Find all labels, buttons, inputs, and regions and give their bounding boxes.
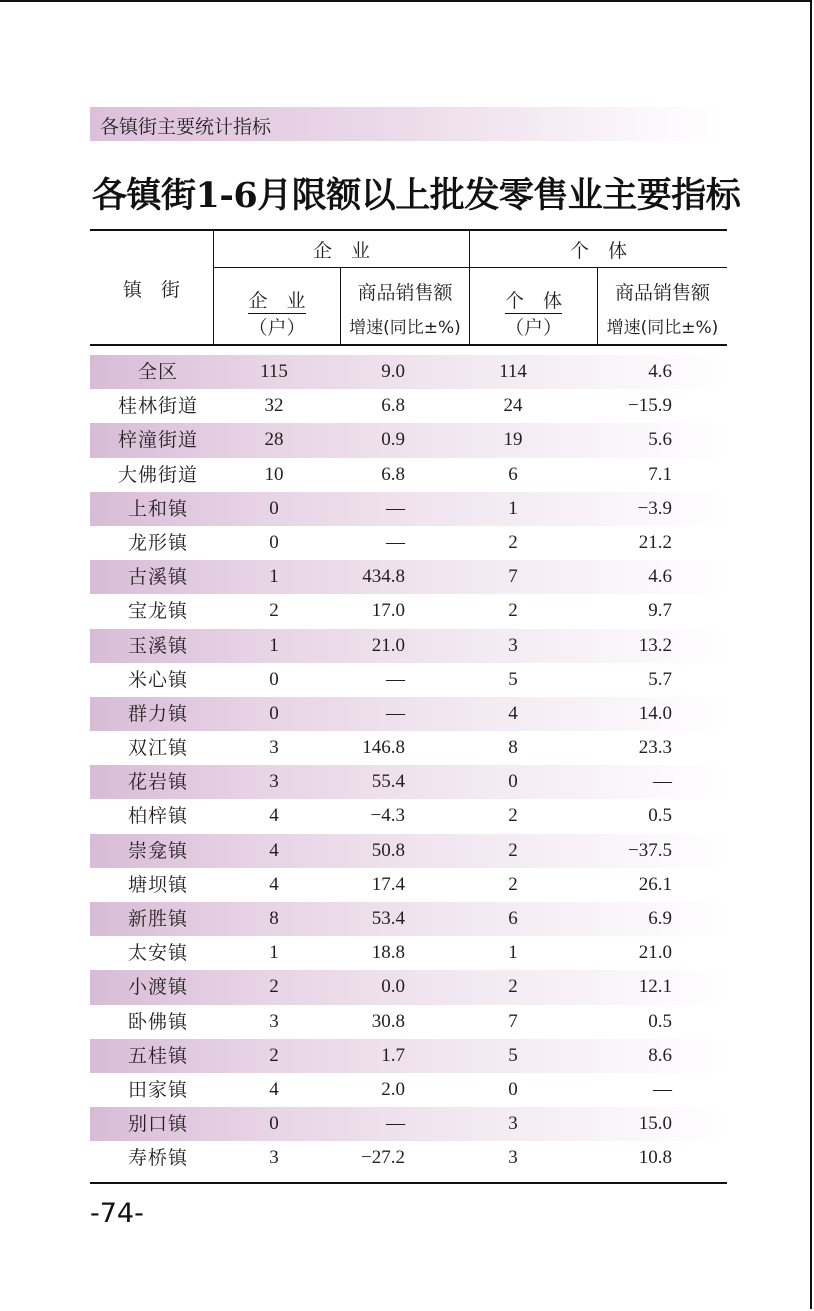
table-row xyxy=(90,355,727,389)
enterprise-count-cell: 3 xyxy=(269,737,279,759)
individual-count-cell: 6 xyxy=(508,463,518,485)
town-name-cell: 别口镇 xyxy=(127,1113,188,1136)
enterprise-growth-cell: 1.7 xyxy=(381,1044,405,1066)
enterprise-growth-cell: 55.4 xyxy=(371,771,405,793)
individual-growth-cell: 12.1 xyxy=(638,976,672,998)
town-name-cell: 大佛街道 xyxy=(117,463,198,486)
enterprise-count-cell: 3 xyxy=(269,1147,279,1169)
enterprise-count-cell: 0 xyxy=(269,668,279,690)
col-header-ent-growth: 商品销售额 xyxy=(357,282,453,304)
individual-growth-cell: −37.5 xyxy=(628,839,672,861)
individual-growth-cell: 4.6 xyxy=(648,361,672,382)
col-header-ent-growth-unit: 增速(同比±%) xyxy=(349,318,461,338)
town-name-cell: 米心镇 xyxy=(127,668,188,691)
town-name-cell: 古溪镇 xyxy=(127,566,188,589)
individual-growth-cell: 7.1 xyxy=(648,463,672,485)
enterprise-growth-cell: 53.4 xyxy=(371,908,405,929)
table-title: 各镇街1-6月限额以上批发零售业主要指标 xyxy=(92,175,741,216)
individual-count-cell: 5 xyxy=(508,1044,518,1066)
individual-count-cell: 3 xyxy=(508,634,518,656)
enterprise-count-cell: 4 xyxy=(269,1078,279,1100)
town-name-cell: 寿桥镇 xyxy=(127,1147,188,1170)
enterprise-growth-cell: 6.8 xyxy=(381,463,405,485)
town-name-cell: 小渡镇 xyxy=(127,976,188,999)
table-row xyxy=(90,423,727,457)
table-row xyxy=(90,970,727,1004)
enterprise-count-cell: 8 xyxy=(269,908,279,929)
town-name-cell: 桂林街道 xyxy=(117,395,198,418)
individual-count-cell: 2 xyxy=(508,976,518,998)
table-row xyxy=(90,936,727,970)
table-row xyxy=(90,629,727,663)
enterprise-count-cell: 0 xyxy=(269,531,279,553)
individual-growth-cell: 14.0 xyxy=(638,702,672,724)
col-header-ind-count xyxy=(470,286,597,313)
enterprise-growth-cell: 2.0 xyxy=(381,1078,405,1100)
col-header-ind-growth: 商品销售额 xyxy=(614,282,710,304)
enterprise-count-cell: 1 xyxy=(269,942,279,964)
enterprise-count-cell: 2 xyxy=(269,600,279,622)
enterprise-growth-cell: 9.0 xyxy=(381,361,405,382)
town-name-cell: 双江镇 xyxy=(127,737,188,760)
enterprise-growth-cell: 434.8 xyxy=(362,566,405,588)
enterprise-growth-cell: 18.8 xyxy=(371,942,405,964)
town-name-cell: 卧佛镇 xyxy=(127,1010,188,1033)
individual-count-cell: 8 xyxy=(508,737,518,759)
individual-growth-cell: −15.9 xyxy=(628,395,672,417)
individual-count-cell: 6 xyxy=(508,908,518,929)
individual-growth-cell: 10.8 xyxy=(638,1147,672,1169)
town-name-cell: 五桂镇 xyxy=(127,1044,188,1067)
enterprise-growth-cell: 146.8 xyxy=(362,737,405,759)
individual-growth-cell: 0.5 xyxy=(648,805,672,827)
enterprise-count-cell: 0 xyxy=(269,497,279,519)
individual-count-cell: 7 xyxy=(508,1010,518,1032)
table-row xyxy=(90,594,727,628)
individual-count-cell: 24 xyxy=(503,395,523,417)
enterprise-count-cell: 0 xyxy=(269,702,279,724)
town-name-cell: 塘坝镇 xyxy=(127,873,188,896)
individual-growth-cell: 23.3 xyxy=(638,737,672,759)
enterprise-growth-cell: — xyxy=(386,497,405,519)
individual-growth-cell: −3.9 xyxy=(637,497,672,519)
enterprise-growth-cell: 0.0 xyxy=(381,976,405,998)
enterprise-growth-cell: — xyxy=(386,702,405,724)
enterprise-growth-cell: 30.8 xyxy=(371,1010,405,1032)
enterprise-growth-cell: 0.9 xyxy=(381,429,405,451)
header-bottom-rule xyxy=(90,344,727,346)
individual-growth-cell: 13.2 xyxy=(638,634,672,656)
enterprise-growth-cell: 17.0 xyxy=(371,600,405,622)
enterprise-count-cell: 4 xyxy=(269,839,279,861)
town-name-cell: 龙形镇 xyxy=(127,531,188,554)
enterprise-count-cell: 2 xyxy=(269,976,279,998)
individual-growth-cell: 5.7 xyxy=(648,668,672,690)
individual-count-cell: 19 xyxy=(503,429,523,451)
enterprise-growth-cell: 17.4 xyxy=(371,873,405,895)
table-body xyxy=(90,355,727,1176)
individual-count-cell: 7 xyxy=(508,566,518,588)
group-header-rule xyxy=(213,267,727,268)
col-header-ind-growth-unit: 增速(同比±%) xyxy=(606,318,719,338)
col-header-ind-count-label: 个 体 xyxy=(504,290,562,312)
individual-growth-cell: 9.7 xyxy=(648,600,672,622)
table-bottom-rule xyxy=(90,1182,727,1184)
individual-growth-cell: 15.0 xyxy=(638,1113,672,1135)
individual-growth-cell: 0.5 xyxy=(648,1010,672,1032)
enterprise-count-cell: 1 xyxy=(269,566,279,588)
section-header-label: 各镇街主要统计指标 xyxy=(100,116,272,138)
group-header-enterprise: 企 业 xyxy=(312,240,370,262)
table-row xyxy=(90,458,727,492)
enterprise-count-cell: 28 xyxy=(264,429,284,451)
table-row xyxy=(90,868,727,902)
town-name-cell: 新胜镇 xyxy=(127,908,188,930)
individual-count-cell: 2 xyxy=(508,839,518,861)
enterprise-count-cell: 1 xyxy=(269,634,279,656)
individual-count-cell: 3 xyxy=(508,1147,518,1169)
individual-count-cell: 3 xyxy=(508,1113,518,1135)
enterprise-count-cell: 4 xyxy=(269,805,279,827)
enterprise-count-cell: 4 xyxy=(269,873,279,895)
col-header-ent-count xyxy=(214,286,340,313)
individual-count-cell: 1 xyxy=(508,497,518,519)
individual-count-cell: 0 xyxy=(508,771,518,793)
enterprise-growth-cell: — xyxy=(386,531,405,553)
table-row xyxy=(90,492,727,526)
town-name-cell: 全区 xyxy=(137,361,178,383)
table-row xyxy=(90,1073,727,1107)
col-header-town: 镇 街 xyxy=(122,279,180,301)
town-name-cell: 田家镇 xyxy=(127,1078,188,1101)
individual-count-cell: 114 xyxy=(499,361,527,382)
table-row xyxy=(90,834,727,868)
individual-count-cell: 2 xyxy=(508,531,518,553)
enterprise-count-cell: 32 xyxy=(264,395,284,417)
table-row xyxy=(90,765,727,799)
individual-growth-cell: 26.1 xyxy=(638,873,672,895)
town-name-cell: 玉溪镇 xyxy=(127,634,188,657)
col-header-ent-count-unit: （户） xyxy=(248,317,306,339)
col-header-ent-count-label: 企 业 xyxy=(248,290,306,312)
town-name-cell: 太安镇 xyxy=(127,942,188,965)
enterprise-count-cell: 115 xyxy=(260,361,288,382)
table-row xyxy=(90,1141,727,1175)
enterprise-growth-cell: — xyxy=(386,668,405,690)
individual-count-cell: 5 xyxy=(508,668,518,690)
town-name-cell: 上和镇 xyxy=(127,497,188,520)
enterprise-count-cell: 10 xyxy=(264,463,284,485)
table-row xyxy=(90,902,727,936)
col-header-ind-count-unit: （户） xyxy=(504,317,562,339)
individual-count-cell: 2 xyxy=(508,805,518,827)
town-name-cell: 群力镇 xyxy=(127,702,188,725)
table-row xyxy=(90,663,727,697)
page-number: -74- xyxy=(90,1198,144,1229)
table-row xyxy=(90,731,727,765)
enterprise-count-cell: 0 xyxy=(269,1113,279,1135)
enterprise-growth-cell: — xyxy=(386,1113,405,1135)
enterprise-growth-cell: −4.3 xyxy=(370,805,405,827)
individual-growth-cell: 6.9 xyxy=(648,908,672,929)
table-top-rule xyxy=(90,229,727,231)
town-name-cell: 柏梓镇 xyxy=(127,805,188,828)
table-row xyxy=(90,560,727,594)
enterprise-count-cell: 3 xyxy=(269,1010,279,1032)
group-header-individual: 个 体 xyxy=(569,240,627,262)
enterprise-growth-cell: 6.8 xyxy=(381,395,405,417)
town-name-cell: 梓潼街道 xyxy=(117,429,198,452)
individual-growth-cell: — xyxy=(653,771,672,793)
individual-growth-cell: 21.0 xyxy=(638,942,672,964)
individual-growth-cell: 4.6 xyxy=(648,566,672,588)
enterprise-count-cell: 3 xyxy=(269,771,279,793)
individual-growth-cell: 8.6 xyxy=(648,1044,672,1066)
table-row xyxy=(90,799,727,833)
table-row xyxy=(90,697,727,731)
enterprise-growth-cell: 21.0 xyxy=(371,634,405,656)
table-row xyxy=(90,1039,727,1073)
individual-growth-cell: 5.6 xyxy=(648,429,672,451)
individual-count-cell: 4 xyxy=(508,702,518,724)
table-row xyxy=(90,526,727,560)
individual-count-cell: 0 xyxy=(508,1078,518,1100)
table-row xyxy=(90,1107,727,1141)
individual-count-cell: 1 xyxy=(508,942,518,964)
table-row xyxy=(90,1005,727,1039)
town-name-cell: 花岩镇 xyxy=(127,771,188,794)
enterprise-growth-cell: 50.8 xyxy=(371,839,405,861)
individual-growth-cell: — xyxy=(653,1078,672,1100)
town-name-cell: 宝龙镇 xyxy=(127,600,188,623)
table-row xyxy=(90,389,727,423)
individual-growth-cell: 21.2 xyxy=(638,531,672,553)
town-name-cell: 崇龛镇 xyxy=(127,839,188,862)
enterprise-count-cell: 2 xyxy=(269,1044,279,1066)
enterprise-growth-cell: −27.2 xyxy=(361,1147,405,1169)
individual-count-cell: 2 xyxy=(508,873,518,895)
individual-count-cell: 2 xyxy=(508,600,518,622)
